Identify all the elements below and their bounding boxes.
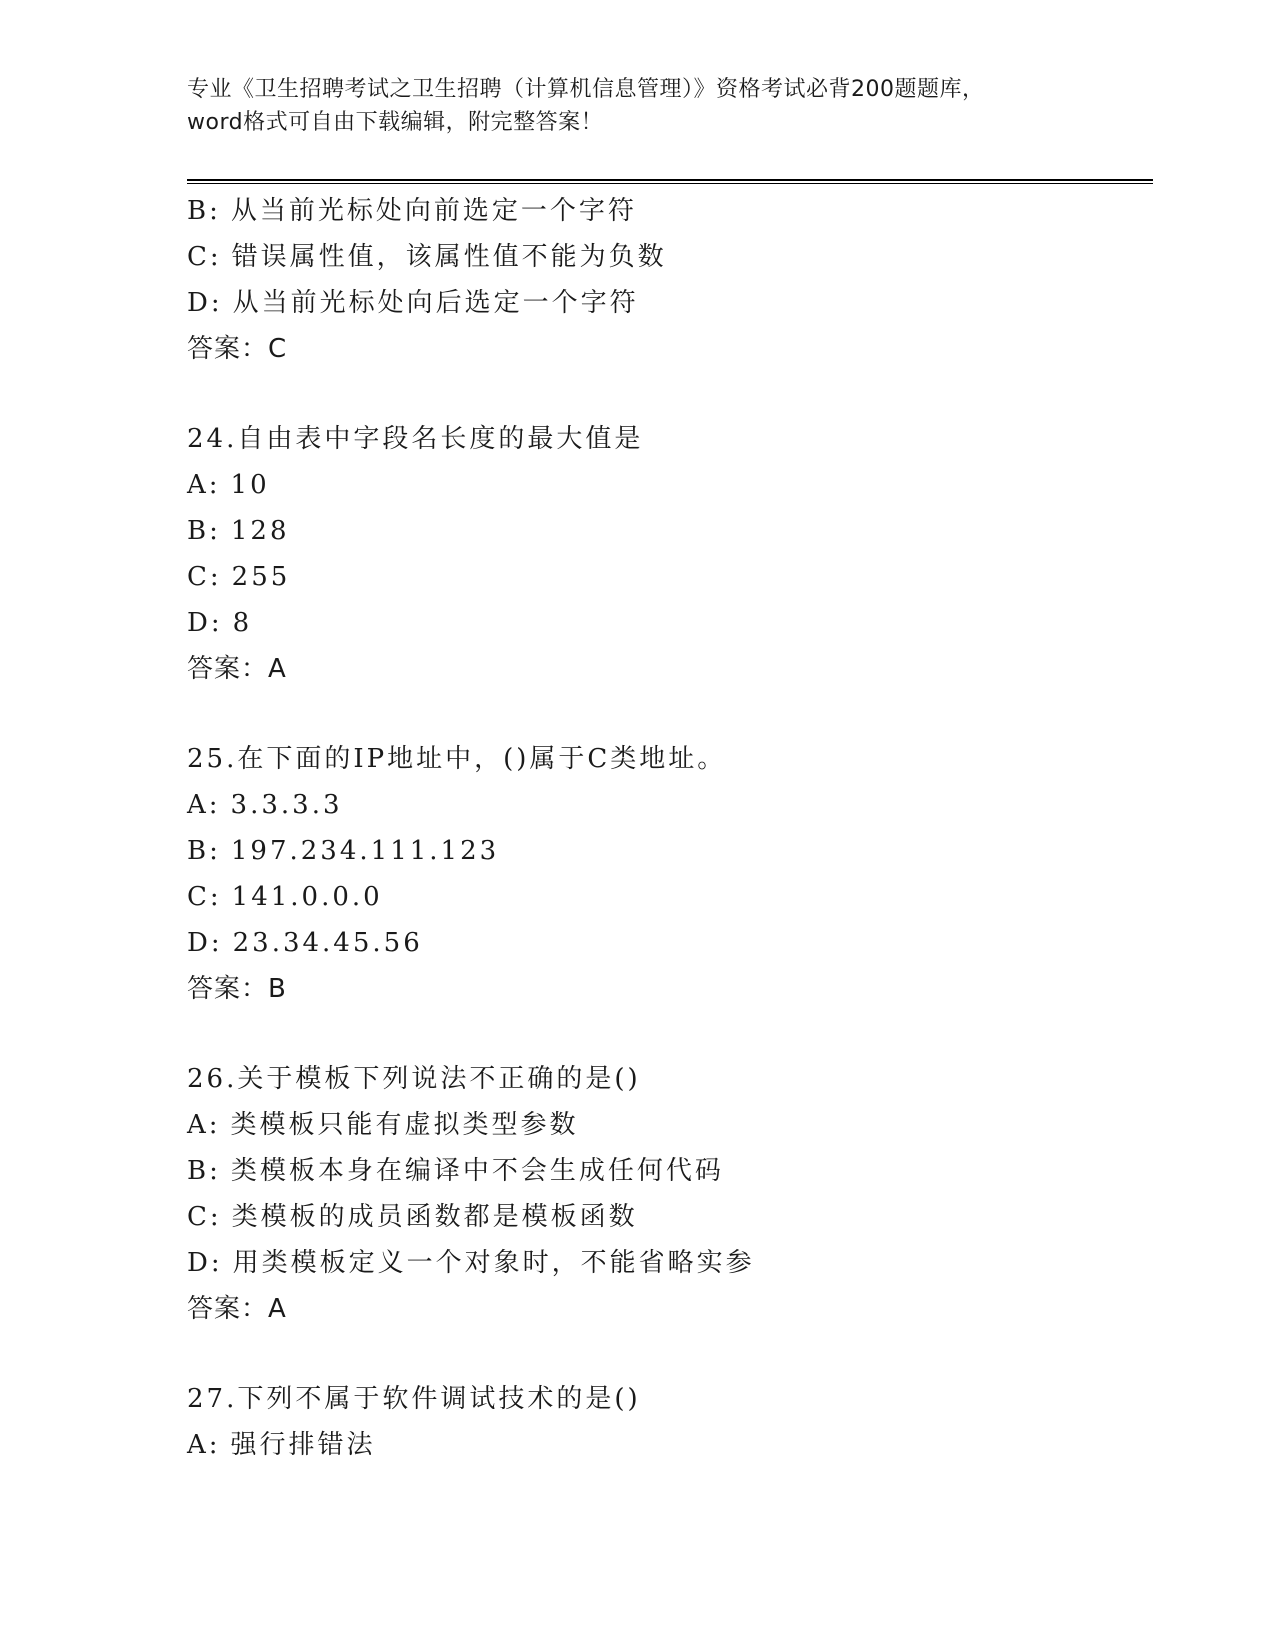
option-label: D:: [187, 928, 223, 958]
option-row: [187, 1240, 1153, 1286]
option-text: 128: [230, 516, 290, 546]
option-text: 用类模板定义一个对象时，不能省略实参: [232, 1248, 755, 1278]
option-label: C:: [187, 1202, 222, 1232]
option-text: 197.234.111.123: [230, 836, 500, 866]
option-label: A:: [187, 470, 221, 500]
option-row: [187, 1422, 1153, 1468]
option-label: B:: [187, 1156, 221, 1186]
option-text: 类模板只能有虚拟类型参数: [230, 1110, 579, 1140]
option-row: [187, 554, 1153, 600]
option-label: B:: [187, 836, 221, 866]
option-row: [187, 874, 1153, 920]
option-text: 从当前光标处向后选定一个字符: [232, 288, 639, 318]
option-label: B:: [187, 516, 221, 546]
option-row: [187, 508, 1153, 554]
option-text: 从当前光标处向前选定一个字符: [230, 196, 637, 226]
option-row: [187, 782, 1153, 828]
option-row: [187, 462, 1153, 508]
option-label: D:: [187, 608, 223, 638]
option-text: 23.34.45.56: [232, 928, 423, 958]
question-block-25: [187, 736, 1153, 1012]
option-label: A:: [187, 790, 221, 820]
option-row: [187, 1102, 1153, 1148]
option-label: C:: [187, 242, 222, 272]
option-row: [187, 280, 1153, 326]
question-list: [187, 188, 1153, 1468]
question-stem: 25.在下面的IP地址中，()属于C类地址。: [187, 744, 727, 774]
option-text: 8: [232, 608, 253, 638]
option-text: 10: [230, 470, 270, 500]
option-label: A:: [187, 1110, 221, 1140]
question-stem: 27.下列不属于软件调试技术的是(): [187, 1384, 641, 1414]
header-title-line-1: 专业《卫生招聘考试之卫生招聘（计算机信息管理）》资格考试必背200题题库，: [187, 77, 985, 102]
option-label: D:: [187, 1248, 223, 1278]
option-label: C:: [187, 562, 222, 592]
question-block-continued: [187, 188, 1153, 372]
question-block-27: [187, 1376, 1153, 1468]
question-block-24: [187, 416, 1153, 692]
option-row: [187, 1194, 1153, 1240]
option-text: 类模板的成员函数都是模板函数: [231, 1202, 638, 1232]
option-row: [187, 828, 1153, 874]
option-text: 错误属性值，该属性值不能为负数: [231, 242, 667, 272]
option-label: B:: [187, 196, 221, 226]
option-row: [187, 234, 1153, 280]
option-text: 255: [231, 562, 291, 592]
option-row: [187, 188, 1153, 234]
header-divider: [187, 179, 1153, 184]
option-text: 类模板本身在编译中不会生成任何代码: [230, 1156, 724, 1186]
answer-line: 答案：A: [187, 654, 287, 684]
option-text: 3.3.3.3: [230, 790, 343, 820]
option-text: 141.0.0.0: [231, 882, 383, 912]
answer-line: 答案：B: [187, 974, 287, 1004]
option-label: A:: [187, 1430, 221, 1460]
option-row: [187, 1148, 1153, 1194]
answer-line: 答案：C: [187, 334, 288, 364]
answer-line: 答案：A: [187, 1294, 287, 1324]
question-stem: 24.自由表中字段名长度的最大值是: [187, 424, 644, 454]
option-row: [187, 600, 1153, 646]
option-label: C:: [187, 882, 222, 912]
question-stem: 26.关于模板下列说法不正确的是(): [187, 1064, 641, 1094]
option-text: 强行排错法: [230, 1430, 376, 1460]
document-header: [187, 73, 1137, 139]
header-title-line-2: word格式可自由下载编辑，附完整答案！: [187, 110, 604, 135]
option-row: [187, 920, 1153, 966]
option-label: D:: [187, 288, 223, 318]
question-block-26: [187, 1056, 1153, 1332]
